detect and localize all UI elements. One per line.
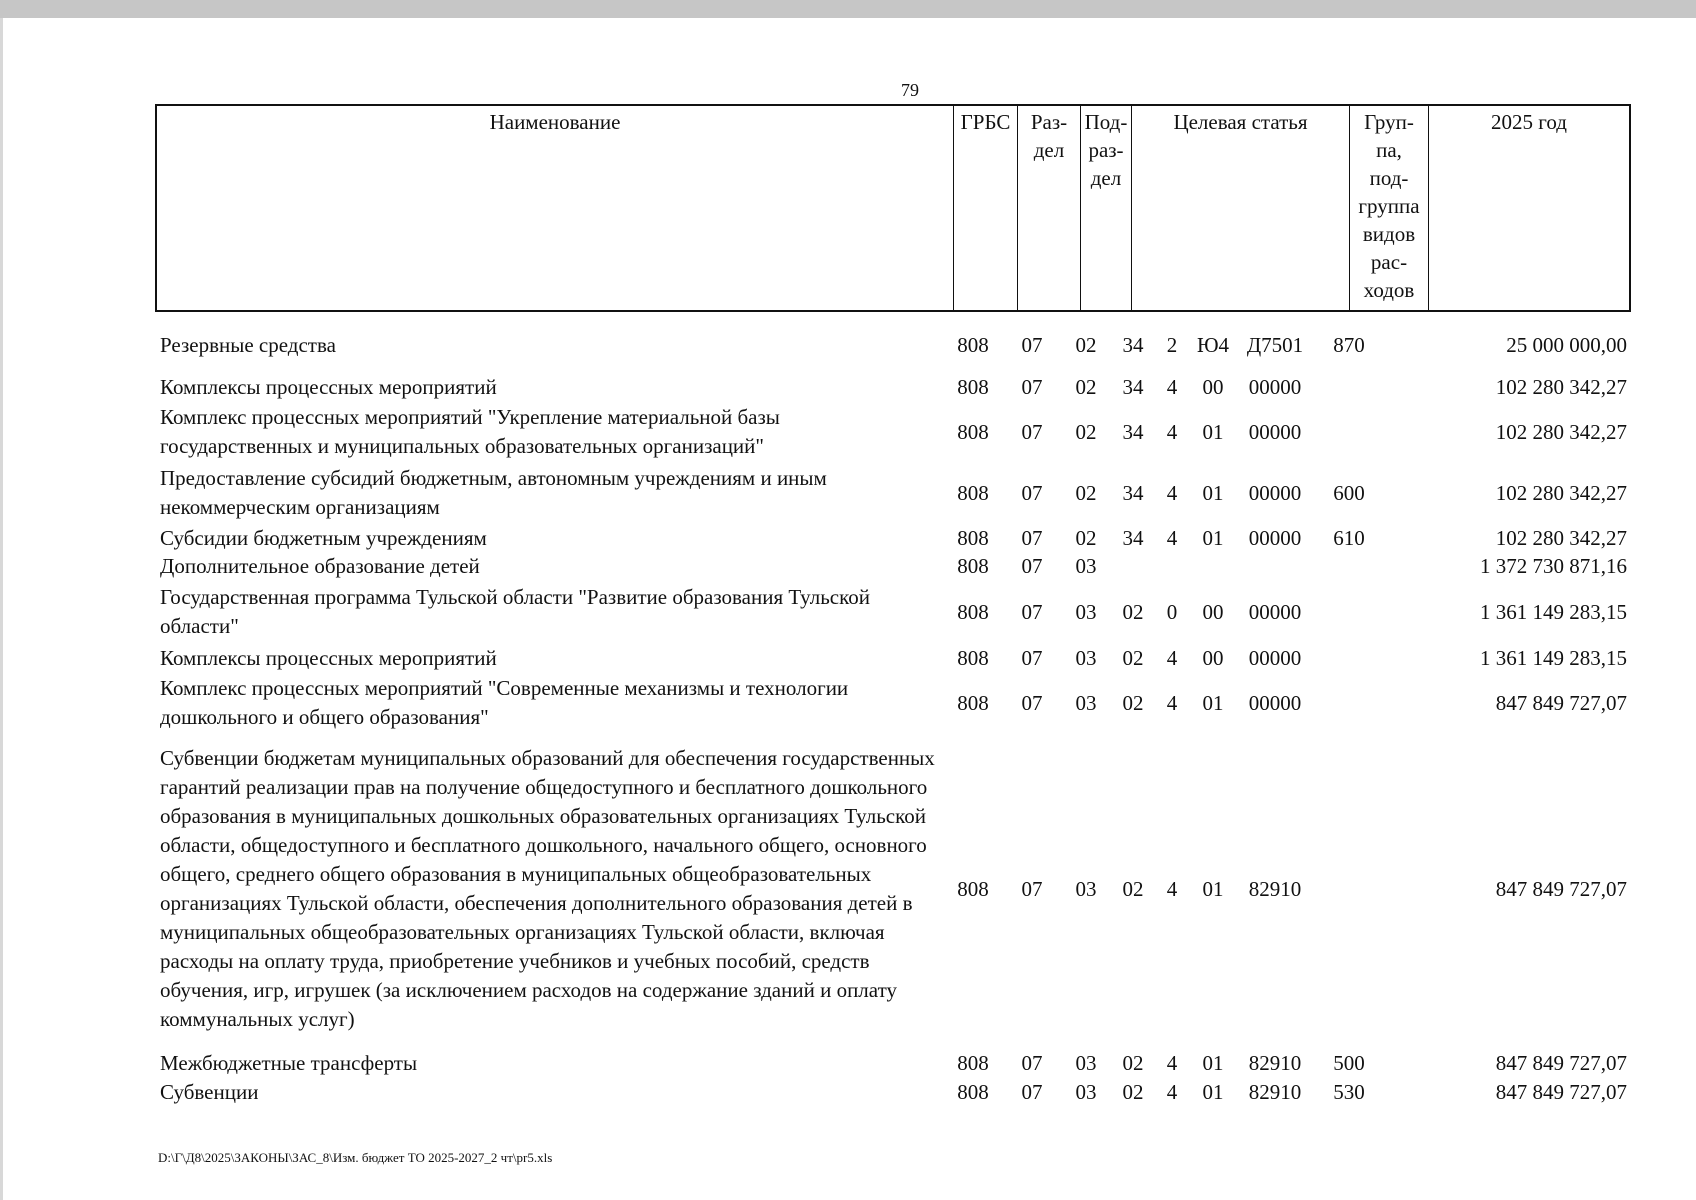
table-row — [155, 372, 1631, 402]
page-number: 79 — [901, 80, 919, 100]
row-t3: Ю4 — [1196, 332, 1230, 357]
row-rz: 07 — [1021, 1050, 1043, 1075]
row-pr: 03 — [1075, 876, 1097, 901]
top-scan-band — [0, 0, 1696, 18]
row-pr: 02 — [1075, 480, 1097, 505]
row-t4: 00000 — [1248, 419, 1302, 444]
row-amount: 1 361 149 283,15 — [1480, 599, 1627, 624]
row-rz: 07 — [1021, 1079, 1043, 1104]
row-t2: 0 — [1166, 599, 1178, 624]
row-grbs: 808 — [957, 690, 989, 715]
row-t2: 4 — [1166, 480, 1178, 505]
table-row — [155, 551, 1631, 581]
row-rz: 07 — [1021, 332, 1043, 357]
header-name: Наименование — [157, 106, 954, 310]
row-pr: 02 — [1075, 525, 1097, 550]
row-t4: 82910 — [1248, 1079, 1302, 1104]
row-amount: 847 849 727,07 — [1495, 1079, 1627, 1104]
row-vr: 600 — [1333, 480, 1365, 505]
row-pr: 02 — [1075, 332, 1097, 357]
row-name: Субвенции бюджетам муниципальных образований для обеспечения государственных гарантий реализации прав на получение общедоступного и бесплатного дошкольного образования в муниципальных дошкольных образовательных организациях Тульской области, общедоступного и бесплатного дошкольного, начального общего, основного общего, среднего общего образования в муниципальных общеобразовательных организациях Тульской области, обеспечения дополнительного образования детей в муниципальных общеобразовательных организациях Тульской области, включая расходы на оплату труда, приобретение учебников и учебных пособий, средств обучения, игр, игрушек (за исключением расходов на содержание зданий и оплату коммунальных услуг) — [160, 746, 935, 1031]
row-grbs: 808 — [957, 553, 989, 578]
row-rz: 07 — [1021, 599, 1043, 624]
row-t3: 00 — [1202, 645, 1224, 670]
row-vr — [1314, 673, 1384, 733]
row-grbs: 808 — [957, 599, 989, 624]
header-expense-group: Груп- па, под- группа видов рас- ходов — [1350, 106, 1429, 310]
row-t2 — [1154, 551, 1190, 581]
row-t1: 02 — [1122, 1079, 1144, 1104]
row-t4: 82910 — [1248, 876, 1302, 901]
row-name: Дополнительное образование детей — [160, 553, 480, 578]
row-t1 — [1112, 551, 1154, 581]
row-rz: 07 — [1021, 374, 1043, 399]
table-row — [155, 673, 1631, 733]
row-vr — [1314, 582, 1384, 642]
row-pr: 02 — [1075, 419, 1097, 444]
row-amount: 102 280 342,27 — [1495, 525, 1627, 550]
row-t4: 00000 — [1248, 645, 1302, 670]
row-t2: 4 — [1166, 419, 1178, 444]
row-amount: 25 000 000,00 — [1506, 332, 1627, 357]
row-vr — [1314, 744, 1384, 1034]
table-row — [155, 582, 1631, 642]
header-podrazdel: Под- раз- дел — [1081, 106, 1132, 310]
row-t2: 4 — [1166, 876, 1178, 901]
row-name: Предоставление субсидий бюджетным, автономным учреждениям и иным некоммерческим организациям — [160, 466, 827, 519]
row-t1: 02 — [1122, 1050, 1144, 1075]
left-scan-band — [0, 18, 3, 1200]
row-amount: 102 280 342,27 — [1495, 480, 1627, 505]
table-row — [155, 523, 1631, 553]
row-name: Межбюджетные трансферты — [160, 1050, 418, 1075]
row-t3: 01 — [1202, 876, 1224, 901]
row-t3: 00 — [1202, 374, 1224, 399]
row-t1: 02 — [1122, 876, 1144, 901]
row-pr: 03 — [1075, 690, 1097, 715]
row-amount: 847 849 727,07 — [1495, 690, 1627, 715]
row-name: Государственная программа Тульской области "Развитие образования Тульской области" — [160, 585, 870, 638]
header-year: 2025 год — [1491, 110, 1567, 134]
row-name: Комплексы процессных мероприятий — [160, 645, 497, 670]
row-name: Комплексы процессных мероприятий — [160, 374, 497, 399]
file-path: D:\Г\Д8\2025\ЗАКОНЫ\ЗАС_8\Изм. бюджет ТО 2025-2027_2 чт\pr5.xls — [158, 1150, 553, 1165]
row-grbs: 808 — [957, 332, 989, 357]
row-amount: 1 361 149 283,15 — [1480, 645, 1627, 670]
row-grbs: 808 — [957, 374, 989, 399]
row-vr — [1314, 643, 1384, 673]
row-vr — [1314, 372, 1384, 402]
row-grbs: 808 — [957, 876, 989, 901]
row-t1: 02 — [1122, 645, 1144, 670]
row-amount: 847 849 727,07 — [1495, 1050, 1627, 1075]
row-t4: Д7501 — [1246, 332, 1304, 357]
row-rz: 07 — [1021, 419, 1043, 444]
row-t3: 01 — [1202, 419, 1224, 444]
table-header — [155, 104, 1631, 312]
header-razdel: Раз- дел — [1018, 106, 1081, 310]
row-t4: 00000 — [1248, 374, 1302, 399]
row-t2: 4 — [1166, 374, 1178, 399]
row-amount: 847 849 727,07 — [1495, 876, 1627, 901]
row-t1: 34 — [1122, 332, 1144, 357]
row-t1: 02 — [1122, 690, 1144, 715]
table-row — [155, 402, 1631, 462]
row-pr: 03 — [1075, 1050, 1097, 1075]
row-vr — [1314, 551, 1384, 581]
row-t2: 4 — [1166, 1079, 1178, 1104]
row-rz: 07 — [1021, 690, 1043, 715]
row-pr: 03 — [1075, 553, 1097, 578]
row-t4: 00000 — [1248, 599, 1302, 624]
row-t4: 82910 — [1248, 1050, 1302, 1075]
header-grbs: ГРБС — [954, 106, 1018, 310]
row-name: Субсидии бюджетным учреждениям — [160, 525, 487, 550]
row-t3 — [1190, 551, 1236, 581]
row-amount: 102 280 342,27 — [1495, 419, 1627, 444]
row-t4: 00000 — [1248, 525, 1302, 550]
row-t2: 2 — [1166, 332, 1178, 357]
table-row — [155, 330, 1631, 360]
row-name: Комплекс процессных мероприятий "Современные механизмы и технологии дошкольного и общего образования" — [160, 676, 849, 729]
row-vr: 530 — [1333, 1079, 1365, 1104]
row-name: Комплекс процессных мероприятий "Укрепление материальной базы государственных и муниципальных образовательных организаций" — [160, 405, 780, 458]
table-row — [155, 1048, 1631, 1078]
row-vr: 500 — [1333, 1050, 1365, 1075]
row-pr: 03 — [1075, 1079, 1097, 1104]
row-pr: 03 — [1075, 599, 1097, 624]
table-row — [155, 744, 1631, 1034]
row-rz: 07 — [1021, 525, 1043, 550]
row-grbs: 808 — [957, 1079, 989, 1104]
row-rz: 07 — [1021, 480, 1043, 505]
row-t2: 4 — [1166, 1050, 1178, 1075]
row-t1: 34 — [1122, 525, 1144, 550]
header-target-article: Целевая статья — [1132, 106, 1350, 310]
row-grbs: 808 — [957, 480, 989, 505]
table-row — [155, 1077, 1631, 1107]
row-amount: 102 280 342,27 — [1495, 374, 1627, 399]
row-grbs: 808 — [957, 419, 989, 444]
row-t1: 34 — [1122, 480, 1144, 505]
row-t3: 01 — [1202, 525, 1224, 550]
row-t3: 01 — [1202, 690, 1224, 715]
row-grbs: 808 — [957, 525, 989, 550]
row-amount: 1 372 730 871,16 — [1480, 553, 1627, 578]
row-t2: 4 — [1166, 525, 1178, 550]
row-vr — [1314, 402, 1384, 462]
table-row — [155, 463, 1631, 523]
row-name: Резервные средства — [160, 332, 336, 357]
row-t4: 00000 — [1248, 690, 1302, 715]
row-grbs: 808 — [957, 1050, 989, 1075]
row-t2: 4 — [1166, 690, 1178, 715]
row-vr: 610 — [1333, 525, 1365, 550]
row-t1: 02 — [1122, 599, 1144, 624]
row-t4 — [1236, 551, 1314, 581]
row-rz: 07 — [1021, 645, 1043, 670]
table-row — [155, 643, 1631, 673]
row-t3: 01 — [1202, 480, 1224, 505]
row-t1: 34 — [1122, 374, 1144, 399]
row-pr: 02 — [1075, 374, 1097, 399]
row-grbs: 808 — [957, 645, 989, 670]
row-t3: 01 — [1202, 1079, 1224, 1104]
row-rz: 07 — [1021, 553, 1043, 578]
row-t3: 00 — [1202, 599, 1224, 624]
row-t1: 34 — [1122, 419, 1144, 444]
row-pr: 03 — [1075, 645, 1097, 670]
row-vr: 870 — [1333, 332, 1365, 357]
row-name: Субвенции — [160, 1079, 259, 1104]
row-t4: 00000 — [1248, 480, 1302, 505]
row-rz: 07 — [1021, 876, 1043, 901]
row-t2: 4 — [1166, 645, 1178, 670]
row-t3: 01 — [1202, 1050, 1224, 1075]
